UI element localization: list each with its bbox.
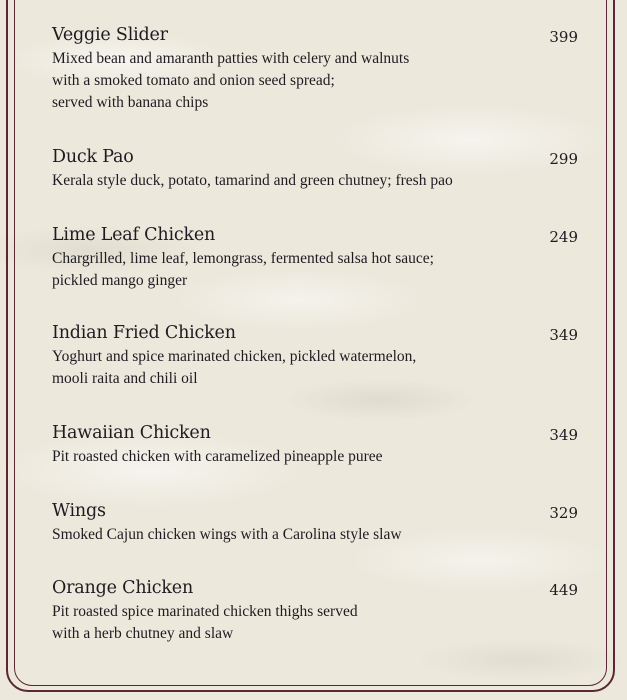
item-name: Indian Fried Chicken [52,323,236,343]
item-description [52,346,522,390]
menu-item-hawaiian-chicken [52,422,580,468]
item-price: 299 [549,150,578,168]
menu-item-lime-leaf-chicken [52,224,580,292]
item-name: Hawaiian Chicken [52,423,211,443]
description-line: with a smoked tomato and onion seed spread; [52,72,335,89]
item-description [52,248,522,292]
item-description [52,524,522,546]
item-description [52,601,522,645]
menu-item-duck-pao [52,146,580,192]
description-line: with a herb chutney and slaw [52,625,234,642]
item-name: Wings [52,501,106,521]
item-price: 449 [549,581,578,599]
item-price: 249 [549,228,578,246]
item-price: 349 [549,326,578,344]
menu-item-wings [52,500,580,546]
item-description [52,446,522,468]
description-line: Kerala style duck, potato, tamarind and green chutney; fresh pao [52,172,453,189]
menu-item-orange-chicken [52,577,580,645]
description-line: Smoked Cajun chicken wings with a Carolina style slaw [52,526,402,543]
item-price: 399 [549,28,578,46]
item-name: Lime Leaf Chicken [52,225,216,245]
item-description [52,48,522,114]
menu-item-indian-fried-chicken [52,322,580,390]
item-name: Duck Pao [52,147,134,167]
item-description [52,170,580,192]
description-line: Pit roasted chicken with caramelized pineapple puree [52,448,383,465]
item-price: 329 [549,504,578,522]
description-line: Yoghurt and spice marinated chicken, pickled watermelon, [52,348,417,365]
description-line: served with banana chips [52,94,209,111]
description-line: pickled mango ginger [52,272,188,289]
menu-item-veggie-slider [52,24,580,114]
item-price: 349 [549,426,578,444]
description-line: mooli raita and chili oil [52,370,198,387]
item-name: Veggie Slider [52,25,168,45]
item-name: Orange Chicken [52,578,194,598]
description-line: Pit roasted spice marinated chicken thighs served [52,603,358,620]
description-line: Mixed bean and amaranth patties with celery and walnuts [52,50,410,67]
description-line: Chargrilled, lime leaf, lemongrass, fermented salsa hot sauce; [52,250,434,267]
